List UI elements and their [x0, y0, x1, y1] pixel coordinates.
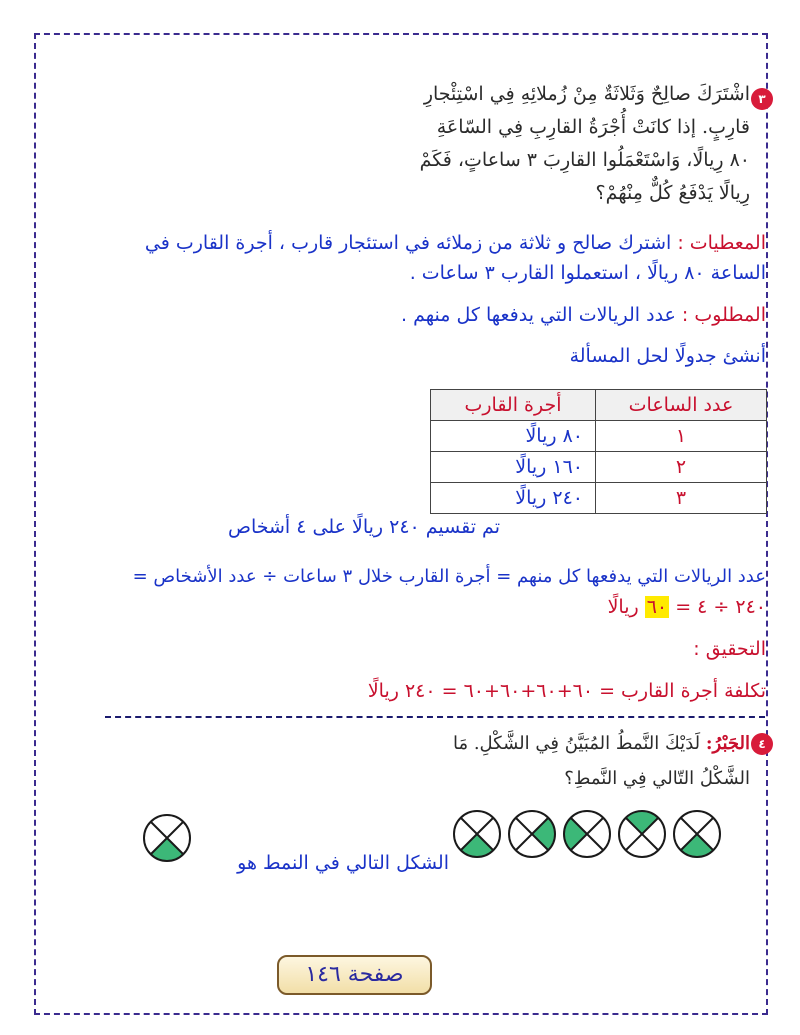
pattern-shape-1: [671, 808, 723, 860]
pattern-shape-3: [561, 808, 613, 860]
pattern-shape-2: [616, 808, 668, 860]
table-header: عدد الساعات: [596, 390, 767, 421]
table-row: [431, 452, 767, 483]
pattern-shape-5: [451, 808, 503, 860]
question-3-number: ٣: [751, 88, 773, 110]
question-4-title: الجَبْرُ:: [705, 733, 750, 754]
make-table-text: أنشئ جدولًا لحل المسألة: [569, 345, 766, 367]
given-line: [66, 232, 766, 254]
question-4-text: لَدَيْكَ النَّمطُ المُبَيَّنُ فِي الشَّكْلِ. مَا: [452, 733, 701, 754]
question-4-line-2: الشَّكْلُ التّالي فِي النَّمطِ؟: [564, 768, 750, 789]
table-cell: ٨٠ ريالًا: [431, 421, 596, 452]
page-number-badge: صفحة ١٤٦: [277, 955, 432, 995]
check-label: التحقيق :: [693, 638, 766, 660]
table-cell: ٢٤٠ ريالًا: [431, 483, 596, 514]
answer-text: الشكل التالي في النمط هو: [237, 852, 449, 874]
divide-line: تم تقسيم ٢٤٠ ريالًا على ٤ أشخاص: [227, 516, 500, 538]
question-4-line-1: [453, 733, 750, 754]
formula-result: [66, 596, 766, 618]
check-text: تكلفة أجرة القارب = ٦٠+٦٠+٦٠+٦٠ = ٢٤٠ ريالًا: [367, 680, 766, 702]
section-divider: [105, 716, 765, 718]
table-cell: ٢: [596, 452, 767, 483]
table-row: [431, 483, 767, 514]
table-row: [431, 421, 767, 452]
table-header: أجرة القارب: [431, 390, 596, 421]
given-text: اشترك صالح و ثلاثة من زملائه في استئجار قارب ، أجرة القارب في: [144, 232, 672, 254]
question-3-line: اشْتَرَكَ صالِحٌ وَثَلاثَةٌ مِنْ زُملائِهِ فِي اسْتِئْجارِ: [423, 83, 750, 105]
question-3-line: رِيالًا يَدْفَعُ كُلٌّ مِنْهُمْ؟: [595, 182, 750, 204]
highlighted-answer: ٦٠: [646, 596, 668, 618]
formula-unit: ريالًا: [607, 596, 639, 618]
fee-table: [430, 389, 767, 514]
question-3-line: قارِبٍ. إذا كانَتْ أُجْرَةُ القارِبِ فِي السّاعَةِ: [436, 116, 750, 138]
required-text: عدد الريالات التي يدفعها كل منهم .: [401, 304, 676, 326]
table-cell: ١: [596, 421, 767, 452]
next-shape: [141, 812, 193, 864]
given-label: المعطيات :: [677, 232, 766, 254]
required-label: المطلوب :: [681, 304, 766, 326]
question-3-line: ٨٠ رِيالًا، وَاسْتَعْمَلُوا القارِبَ ٣ ساعاتٍ، فَكَمْ: [419, 149, 750, 171]
required-line: [66, 304, 766, 326]
given-text-2: الساعة ٨٠ ريالًا ، استعملوا القارب ٣ ساعات .: [409, 262, 766, 284]
question-4-number: ٤: [751, 733, 773, 755]
pattern-shape-4: [506, 808, 558, 860]
formula-left: ٢٤٠ ÷ ٤ =: [675, 596, 766, 618]
table-header-row: [431, 390, 767, 421]
formula-line: عدد الريالات التي يدفعها كل منهم = أجرة القارب خلال ٣ ساعات ÷ عدد الأشخاص =: [132, 566, 766, 587]
question-3-text: [250, 78, 750, 210]
table-cell: ١٦٠ ريالًا: [431, 452, 596, 483]
table-cell: ٣: [596, 483, 767, 514]
